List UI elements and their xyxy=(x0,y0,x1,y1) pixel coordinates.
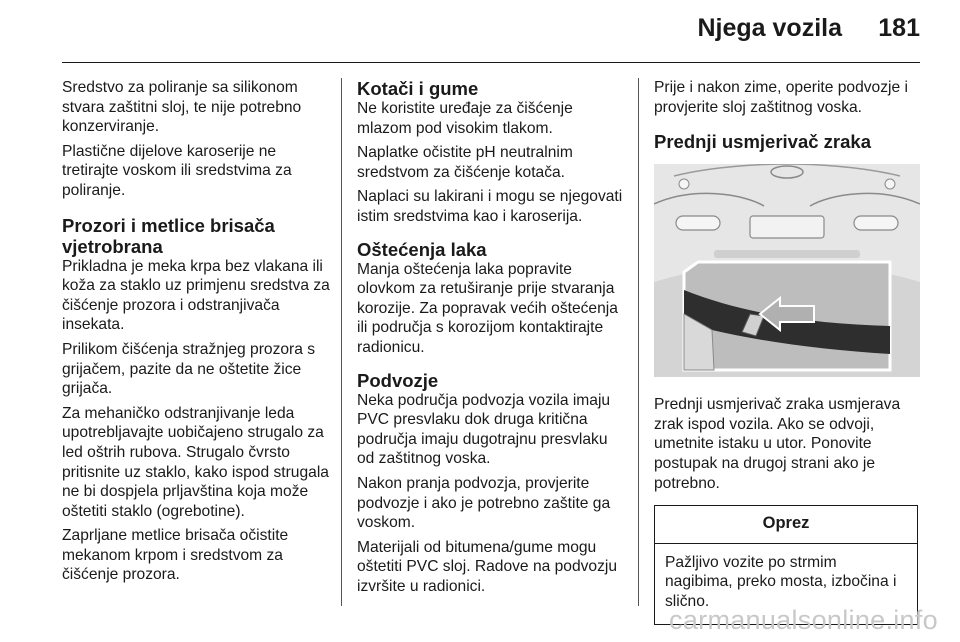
paragraph: Materijali od bitumena/gume mogu oštetiti PVC sloj. Radove na podvozju izvršite u radionici. xyxy=(357,538,618,595)
paragraph: Naplaci su lakirani i mogu se njegovati istim sredstvima kao i karoserija. xyxy=(357,188,623,225)
warning-text: Pažljivo vozite po strmim nagibima, preko mosta, izbočina i slično. xyxy=(665,553,897,610)
page-header-title: Njega vozila xyxy=(697,14,842,42)
paragraph: Sredstvo za poliranje sa silikonom stvara zaštitni sloj, te nije potrebno konzerviranje. xyxy=(62,79,302,136)
paragraph: Nakon pranja podvozja, provjerite podvozje i ako je potrebno zaštite ga voskom. xyxy=(357,474,611,532)
column-divider-2 xyxy=(638,78,639,606)
paragraph: Prikladna je meka krpa bez vlakana ili koža za staklo uz primjenu sredstva za čišćenje prozora i odstranjivača insekata. xyxy=(62,257,330,334)
paragraph: Za mehaničko odstranjivanje leda upotrebljavajte uobičajeno strugalo za led oštrih rubova. Strugalo čvrsto pritisnite uz staklo, kako ispod strugala ne bi dospjela prljavština koja može oštetiti staklo (ogrebotine). xyxy=(62,404,329,520)
page-number: 181 xyxy=(878,14,920,42)
section-heading-wheels: Kotači i gume xyxy=(357,78,479,99)
column-1 xyxy=(62,78,330,590)
header-rule xyxy=(62,62,920,63)
section-heading-windows: Prozori i metlice brisača vjetrobrana xyxy=(62,214,275,257)
column-2 xyxy=(357,78,627,601)
column-divider-1 xyxy=(341,78,342,606)
section-heading-paint-damage: Oštećenja laka xyxy=(357,238,487,260)
paragraph: Zaprljane metlice brisača očistite mekanom krpom i sredstvom za čišćenje prozora. xyxy=(62,527,289,584)
air-deflector-illustration xyxy=(654,164,920,377)
paragraph: Manja oštećenja laka popravite olovkom za retuširanje prije stvaranja korozije. Za popravak većih oštećenja ili područja s korozijom kontaktirajte radionicu. xyxy=(357,260,618,356)
paragraph: Plastične dijelove karoserije ne tretirajte voskom ili sredstvima za poliranje. xyxy=(62,142,292,199)
paragraph: Prilikom čišćenja stražnjeg prozora s grijačem, pazite da ne oštetite žice grijača. xyxy=(62,340,316,398)
paragraph: Neka područja podvozja vozila imaju PVC presvlaku dok druga kritična područja imaju dugotrajnu presvlaku od zaštitnog voska. xyxy=(357,391,611,468)
watermark: carmanualsonline.info xyxy=(669,605,938,635)
column-3 xyxy=(654,78,920,625)
paragraph: Ne koristite uređaje za čišćenje mlazom pod visokim tlakom. xyxy=(357,100,573,137)
paragraph: Prije i nakon zime, operite podvozje i provjerite sloj zaštitnog voska. xyxy=(654,79,908,116)
section-heading-underbody: Podvozje xyxy=(357,369,439,391)
paragraph: Prednji usmjerivač zraka usmjerava zrak ispod vozila. Ako se odvoji, umetnite istaku u utor. Ponovite postupak na drugoj strani ako je potrebno. xyxy=(654,396,901,492)
warning-title: Oprez xyxy=(655,506,917,544)
paragraph: Naplatke očistite pH neutralnim sredstvom za čišćenje kotača. xyxy=(357,144,573,181)
section-heading-air-deflector: Prednji usmjerivač zraka xyxy=(654,131,871,153)
